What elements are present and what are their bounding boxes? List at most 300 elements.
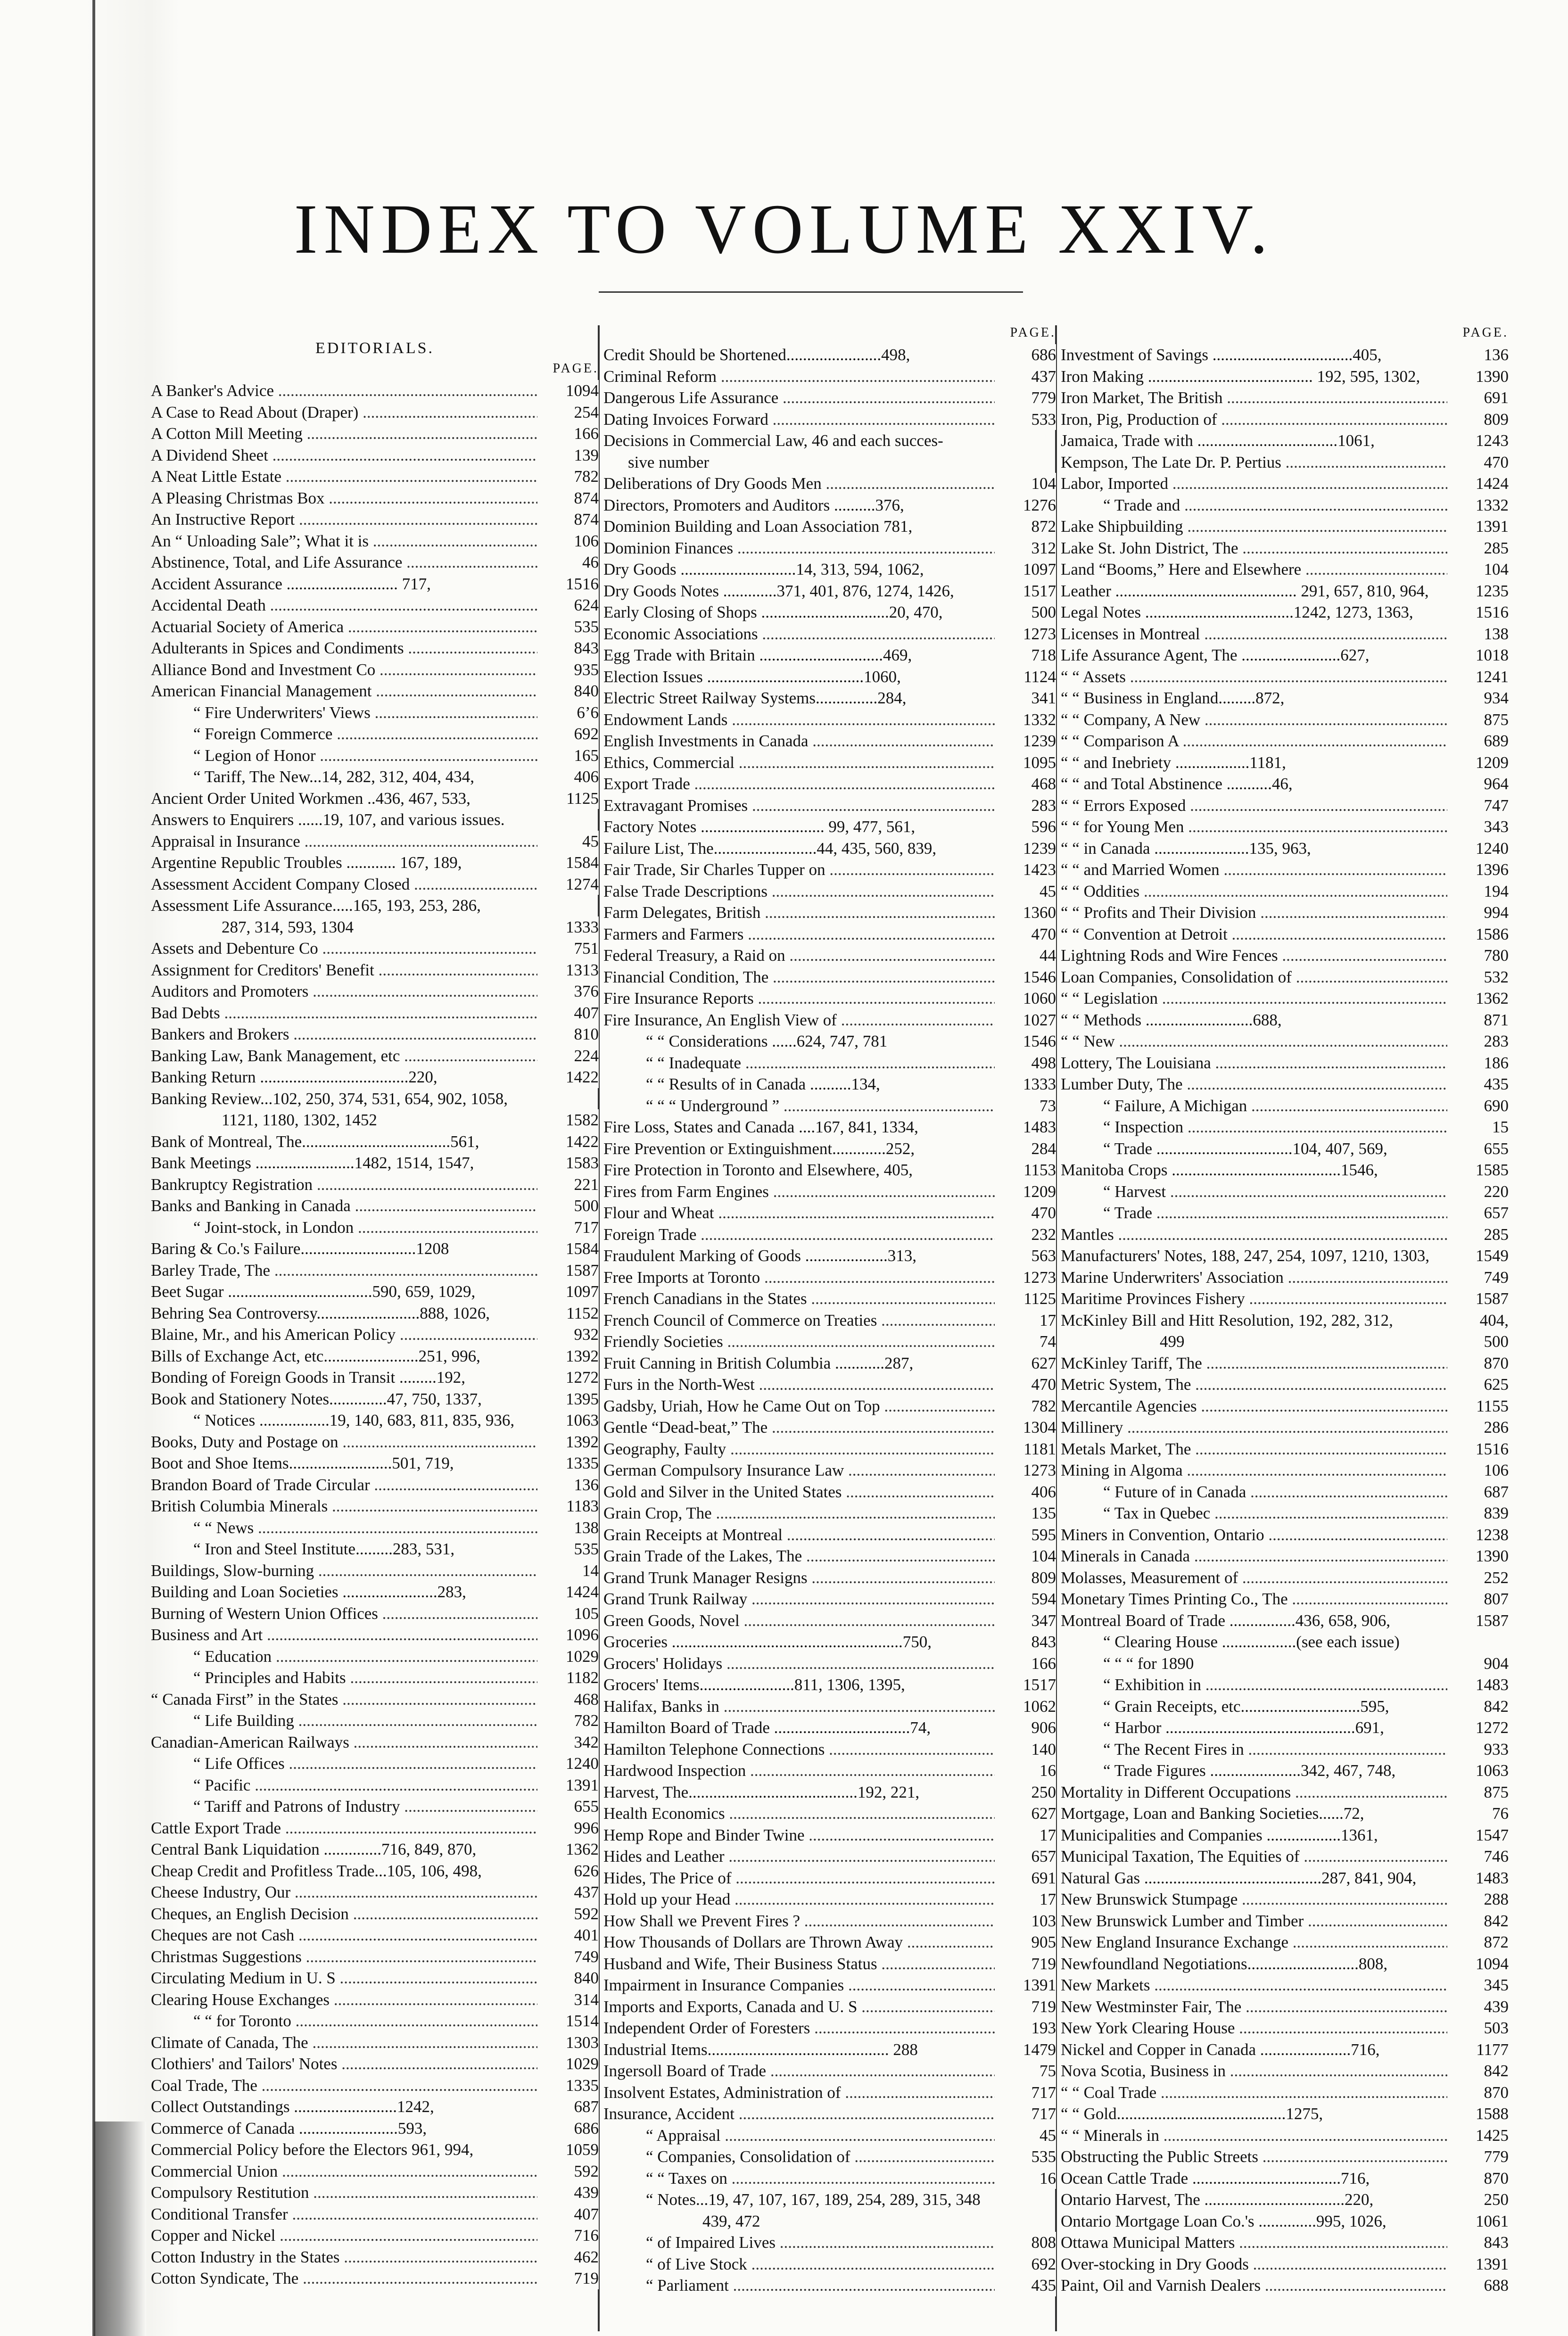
entry-page: 1241 [1452, 666, 1509, 688]
entry-page: 250 [1452, 2189, 1509, 2211]
index-entry [1061, 1610, 1509, 1632]
entry-page: 688 [1452, 2275, 1509, 2296]
index-entry [1061, 1674, 1509, 1696]
entry-title: Farmers and Farmers ..... [603, 924, 995, 945]
entry-title: Metric System, The ..... [1061, 1374, 1447, 1395]
index-entry [603, 709, 1056, 731]
entry-page: 312 [999, 537, 1056, 559]
entry-page: 532 [1452, 966, 1509, 988]
entry-page: 1483 [1452, 1674, 1509, 1696]
entry-page: 1516 [1452, 602, 1509, 623]
entry-page: 627 [999, 1353, 1056, 1374]
entry-title: “ Trade ..... [1061, 1202, 1447, 1224]
index-entry [151, 2118, 599, 2139]
index-entry [1061, 1717, 1509, 1739]
entry-title: “ Parliament ..... [603, 2275, 995, 2296]
index-entry [603, 730, 1056, 752]
entry-title: Foreign Trade ..... [603, 1224, 995, 1246]
entry-title: Municipalities and Companies ..................1361, [1061, 1825, 1378, 1844]
index-entry [603, 495, 1056, 516]
entry-page: 1425 [1452, 2125, 1509, 2146]
index-entry [1061, 537, 1509, 559]
index-entry [603, 1395, 1056, 1417]
entry-title: “ of Live Stock ..... [603, 2253, 995, 2275]
entry-title: “ Life Offices ..... [151, 1753, 537, 1775]
index-entry [151, 874, 599, 895]
entry-title: Christmas Suggestions ..... [151, 1946, 537, 1968]
entry-page: 1547 [1452, 1824, 1509, 1846]
entry-title: Compulsory Restitution ..... [151, 2182, 537, 2204]
index-entry [603, 1374, 1056, 1395]
entry-title: Early Closing of Shops ...............................20, 470, [603, 603, 943, 621]
entry-title: Cheap Credit and Profitless Trade...105, 106, 498, [151, 1861, 482, 1880]
entry-title: “ “ Gold.........................................1275, [1061, 2105, 1323, 2123]
entry-title: 1121, 1180, 1302, 1452 [222, 1111, 377, 1129]
entry-page: 254 [542, 402, 599, 423]
entry-page: 73 [999, 1095, 1056, 1117]
entry-page: 1392 [542, 1431, 599, 1453]
index-entry [151, 723, 599, 745]
entry-page: 74 [999, 1331, 1056, 1353]
entry-title: Bankers and Brokers ..... [151, 1024, 537, 1045]
index-entry [151, 766, 599, 788]
entry-page: 691 [999, 1867, 1056, 1889]
entry-title: Assignment for Creditors' Benefit ..... [151, 959, 537, 981]
index-entry [603, 2275, 1056, 2296]
entry-title: Banking Law, Bank Management, etc ..... [151, 1045, 537, 1067]
entry-page: 1333 [999, 1073, 1056, 1095]
index-entry [1061, 2232, 1509, 2253]
entry-title: “ “ Errors Exposed ..... [1061, 795, 1447, 817]
entry-page: 689 [1452, 730, 1509, 752]
index-entry [603, 516, 1056, 537]
entry-page: 595 [999, 1524, 1056, 1546]
index-entry [151, 1689, 599, 1710]
index-entry [151, 1989, 599, 2011]
entry-page: 284 [999, 1138, 1056, 1160]
index-entry [603, 2189, 1056, 2211]
index-entry [603, 1353, 1056, 1374]
index-entry [1061, 1267, 1509, 1288]
entry-page: 533 [999, 409, 1056, 430]
index-entry [603, 1031, 1056, 1052]
entry-page: 1391 [542, 1775, 599, 1796]
entry-title: “ “ Company, A New ..... [1061, 709, 1447, 731]
entry-title: Book and Stationery Notes..............47, 750, 1337, [151, 1389, 482, 1408]
entry-title: Manufacturers' Notes, 188, 247, 254, 1097, 1210, 1303, [1061, 1246, 1430, 1265]
entry-page: 404, [1452, 1310, 1509, 1331]
entry-page: 1063 [1452, 1760, 1509, 1782]
entry-title: Factory Notes .............................. 99, 477, 561, [603, 817, 916, 836]
entry-page: 470 [999, 1374, 1056, 1395]
entry-title: Kempson, The Late Dr. P. Pertius ..... [1061, 452, 1447, 473]
entry-page: 718 [999, 644, 1056, 666]
entry-page: 220 [1452, 1181, 1509, 1203]
index-entry [1061, 730, 1509, 752]
entry-title: “ Pacific ..... [151, 1775, 537, 1796]
index-entry [603, 1953, 1056, 1975]
entry-page: 165 [542, 745, 599, 767]
index-entry [151, 2268, 599, 2289]
entry-page: 193 [999, 2017, 1056, 2039]
index-entry [151, 509, 599, 530]
entry-page: 839 [1452, 1502, 1509, 1524]
index-entry [151, 1603, 599, 1625]
entry-title: “ “ News ..... [151, 1517, 537, 1539]
entry-title: Cotton Industry in the States ..... [151, 2246, 537, 2268]
entry-page: 596 [999, 816, 1056, 838]
entry-title: “ Education ..... [151, 1646, 537, 1667]
entry-title: Abstinence, Total, and Life Assurance ..... [151, 552, 537, 573]
index-entry [151, 1217, 599, 1238]
index-entry [151, 1002, 599, 1024]
index-entry [1061, 344, 1509, 366]
entry-page: 1059 [542, 2139, 599, 2161]
index-entry [603, 666, 1056, 688]
entry-page: 345 [1452, 1974, 1509, 1996]
entry-page: 870 [1452, 2082, 1509, 2104]
entry-page: 104 [999, 1545, 1056, 1567]
index-entry [151, 1410, 599, 1431]
index-entry [1061, 1932, 1509, 1953]
index-entry [151, 1732, 599, 1753]
entry-title: “ “ and Inebriety ..................1181, [1061, 753, 1286, 772]
index-entry [603, 559, 1056, 580]
entry-title: Hardwood Inspection ..... [603, 1760, 995, 1782]
entry-page: 285 [1452, 537, 1509, 559]
entry-page: 1546 [999, 966, 1056, 988]
entry-title: Green Goods, Novel ..... [603, 1610, 995, 1632]
entry-title: Banks and Banking in Canada ..... [151, 1195, 537, 1217]
index-entry [603, 988, 1056, 1009]
index-entry [151, 895, 599, 916]
entry-page: 1125 [542, 788, 599, 809]
entry-page: 1582 [542, 1109, 599, 1131]
entry-title: Halifax, Banks in ..... [603, 1696, 995, 1717]
entry-title: Mantles ..... [1061, 1224, 1447, 1246]
index-entry [1061, 2082, 1509, 2104]
entry-title: Manitoba Crops .........................................1546, [1061, 1161, 1378, 1179]
entry-title: Ocean Cattle Trade ....................................716, [1061, 2169, 1370, 2187]
entry-page: 252 [1452, 1567, 1509, 1589]
index-entry [151, 1581, 599, 1603]
index-entry [151, 530, 599, 552]
index-entry [151, 1131, 599, 1153]
index-entry [151, 959, 599, 981]
index-entry [1061, 1417, 1509, 1438]
entry-page: 751 [542, 938, 599, 959]
index-column-1 [151, 325, 599, 2289]
index-entry [1061, 1803, 1509, 1824]
entry-title: Millinery ..... [1061, 1417, 1447, 1438]
index-entry [1061, 1353, 1509, 1374]
entry-page: 1183 [542, 1495, 599, 1517]
index-entry [151, 1860, 599, 1882]
entry-page: 1060 [999, 988, 1056, 1009]
index-entry [603, 2253, 1056, 2275]
entry-page: 1362 [542, 1839, 599, 1860]
entry-title: Impairment in Insurance Companies ..... [603, 1974, 995, 1996]
index-entry [151, 1431, 599, 1453]
entry-title: A Cotton Mill Meeting ..... [151, 423, 537, 445]
entry-page: 1027 [999, 1009, 1056, 1031]
entry-title: Assets and Debenture Co ..... [151, 938, 537, 959]
entry-title: “ “ Comparison A ..... [1061, 730, 1447, 752]
entry-page: 810 [542, 1024, 599, 1045]
index-entry [1061, 709, 1509, 731]
index-entry [603, 816, 1056, 838]
entry-page: 782 [999, 1395, 1056, 1417]
entry-title: Flour and Wheat ..... [603, 1202, 995, 1224]
index-entry [1061, 1867, 1509, 1889]
index-entry [1061, 2039, 1509, 2061]
entry-title: Grand Trunk Manager Resigns ..... [603, 1567, 995, 1589]
entry-title: New Westminster Fair, The ..... [1061, 1996, 1447, 2018]
entry-title: Conditional Transfer ..... [151, 2204, 537, 2225]
entry-title: New England Insurance Exchange ..... [1061, 1932, 1447, 1953]
index-entry [603, 966, 1056, 988]
index-entry [1061, 859, 1509, 881]
entry-page: 843 [999, 1631, 1056, 1653]
index-entry [603, 1631, 1056, 1653]
entry-title: Hides and Leather ..... [603, 1846, 995, 1867]
entry-title: Licenses in Montreal ..... [1061, 623, 1447, 645]
entry-page: 874 [542, 509, 599, 530]
entry-page: 1095 [999, 752, 1056, 774]
entry-page: 105 [542, 1603, 599, 1625]
index-entry [603, 366, 1056, 388]
entry-page: 1235 [1452, 580, 1509, 602]
entry-title: Boot and Shoe Items.........................501, 719, [151, 1454, 454, 1472]
entry-title: Grand Trunk Railway ..... [603, 1588, 995, 1610]
entry-page: 780 [1452, 945, 1509, 966]
index-entry [603, 1717, 1056, 1739]
entry-page: 503 [1452, 2017, 1509, 2039]
index-entry [1061, 1653, 1509, 1675]
entry-title: French Council of Commerce on Treaties ..... [603, 1310, 995, 1331]
entry-page: 1517 [999, 1674, 1056, 1696]
entry-title: Beet Sugar ...................................590, 659, 1029, [151, 1282, 476, 1301]
entry-page: 1391 [1452, 2253, 1509, 2275]
entry-title: “ Future of in Canada ..... [1061, 1481, 1447, 1503]
index-entry [1061, 580, 1509, 602]
entry-title: “ Tariff and Patrons of Industry ..... [151, 1796, 537, 1817]
index-entry [1061, 1760, 1509, 1782]
index-entry [603, 387, 1056, 409]
index-entry [1061, 1224, 1509, 1246]
entry-page: 166 [542, 423, 599, 445]
entry-page: 843 [1452, 2232, 1509, 2253]
entry-title: “ Harvest ..... [1061, 1181, 1447, 1203]
entry-page: 470 [999, 924, 1056, 945]
entry-page: 1587 [1452, 1288, 1509, 1310]
index-entry [603, 1867, 1056, 1889]
entry-page: 16 [999, 2168, 1056, 2189]
entry-title: Appraisal in Insurance ..... [151, 831, 537, 852]
entry-page: 1584 [542, 1238, 599, 1260]
entry-page: 437 [542, 1882, 599, 1903]
index-entry [603, 1438, 1056, 1460]
entry-title: A Neat Little Estate ..... [151, 466, 537, 487]
index-entry [603, 1502, 1056, 1524]
index-entry [1061, 752, 1509, 774]
index-entry [603, 1460, 1056, 1481]
index-entry [151, 2139, 599, 2161]
index-entry [151, 573, 599, 595]
entry-page: 875 [1452, 1782, 1509, 1803]
entry-title: English Investments in Canada ..... [603, 730, 995, 752]
entry-page: 716 [542, 2225, 599, 2246]
entry-title: “ “ “ for 1890 [1103, 1654, 1194, 1673]
index-entry [151, 659, 599, 681]
entry-page: 1243 [1452, 430, 1509, 452]
entry-title: “ “ Considerations ......624, 747, 781 [646, 1032, 888, 1050]
entry-page: 1335 [542, 2075, 599, 2097]
entry-title: Hamilton Board of Trade .................................74, [603, 1718, 931, 1737]
entry-page: 747 [1452, 795, 1509, 817]
entry-title: McKinley Bill and Hitt Resolution, 192, 282, 312, [1061, 1311, 1393, 1329]
index-entry [151, 1946, 599, 1968]
entry-title: Imports and Exports, Canada and U. S ..... [603, 1996, 995, 2018]
entry-title: “ Canada First” in the States ..... [151, 1689, 537, 1710]
entry-page: 1273 [999, 1267, 1056, 1288]
entry-page: 1395 [542, 1388, 599, 1410]
entry-title: An Instructive Report ..... [151, 509, 537, 530]
entry-title: Hemp Rope and Binder Twine ..... [603, 1824, 995, 1846]
title-rule [599, 291, 1023, 293]
entry-page: 1273 [999, 1460, 1056, 1481]
entry-page: 166 [999, 1653, 1056, 1675]
index-entry [1061, 1889, 1509, 1910]
entry-title: Land “Booms,” Here and Elsewhere ..... [1061, 559, 1447, 580]
entry-page: 342 [542, 1732, 599, 1753]
entry-title: Behring Sea Controversy.........................888, 1026, [151, 1304, 490, 1322]
entry-page: 470 [1452, 452, 1509, 473]
entry-title: “ The Recent Fires in ..... [1061, 1739, 1447, 1760]
entry-title: Fire Protection in Toronto and Elsewhere, 405, [603, 1161, 913, 1179]
entry-title: Directors, Promoters and Auditors ..........376, [603, 495, 904, 514]
index-entry [1061, 559, 1509, 580]
index-entry [151, 788, 599, 809]
entry-page: 1274 [542, 874, 599, 895]
entry-title: Loan Companies, Consolidation of ..... [1061, 966, 1447, 988]
entry-page: 1483 [1452, 1867, 1509, 1889]
index-entry [151, 2182, 599, 2204]
index-entry [151, 616, 599, 638]
entry-title: Mortgage, Loan and Banking Societies......72, [1061, 1804, 1364, 1823]
entry-page: 139 [542, 445, 599, 466]
entry-page: 809 [999, 1567, 1056, 1589]
entry-page: 17 [999, 1889, 1056, 1910]
entry-title: False Trade Descriptions ..... [603, 881, 995, 902]
entry-title: Alliance Bond and Investment Co ..... [151, 659, 537, 681]
index-entry [151, 1517, 599, 1539]
index-entry [603, 1417, 1056, 1438]
entry-title: Ancient Order United Workmen ..436, 467, 533, [151, 789, 470, 808]
entry-title: Commercial Union ..... [151, 2161, 537, 2182]
entry-title: “ Inspection ..... [1061, 1116, 1447, 1138]
entry-title: How Shall we Prevent Fires ? ..... [603, 1910, 995, 1932]
entry-title: Iron, Pig, Production of ..... [1061, 409, 1447, 430]
index-entry [1061, 902, 1509, 924]
index-entry [603, 1267, 1056, 1288]
entry-title: Gentle “Dead-beat,” The ..... [603, 1417, 995, 1438]
index-entry [151, 1967, 599, 1989]
entry-title: “ “ for Toronto ..... [151, 2010, 537, 2032]
entry-title: Free Imports at Toronto ..... [603, 1267, 995, 1288]
index-entry [603, 773, 1056, 795]
entry-title: New Brunswick Lumber and Timber ..... [1061, 1910, 1447, 1932]
entry-page: 535 [542, 616, 599, 638]
entry-title: Dominion Building and Loan Association 781, [603, 517, 913, 536]
entry-title: Bank of Montreal, The....................................561, [151, 1132, 479, 1151]
entry-page: 1391 [1452, 516, 1509, 537]
entry-page: 996 [542, 1817, 599, 1839]
index-entry [603, 1974, 1056, 1996]
entry-title: “ Joint-stock, in London ..... [151, 1217, 537, 1238]
entry-page: 627 [999, 1803, 1056, 1824]
entry-title: Bad Debts ..... [151, 1002, 537, 1024]
entry-page: 1152 [542, 1303, 599, 1324]
entry-page: 871 [1452, 1009, 1509, 1031]
index-entry [151, 1281, 599, 1303]
entry-page: 138 [1452, 623, 1509, 645]
entry-page: 935 [542, 659, 599, 681]
index-entry [1061, 1288, 1509, 1310]
entry-title: Health Economics ..... [603, 1803, 995, 1824]
index-entry [603, 859, 1056, 881]
entry-title: Dry Goods Notes .............371, 401, 876, 1274, 1426, [603, 581, 954, 600]
index-entry [603, 2039, 1056, 2061]
index-entry [603, 1674, 1056, 1696]
entry-page: 407 [542, 1002, 599, 1024]
entry-title: Mortality in Different Occupations ..... [1061, 1782, 1447, 1803]
entry-title: Building and Loan Societies .......................283, [151, 1583, 466, 1601]
entry-page: 779 [999, 387, 1056, 409]
index-entry [1061, 602, 1509, 623]
entry-page: 872 [1452, 1932, 1509, 1953]
entry-page: 283 [1452, 1031, 1509, 1052]
entry-title: Fires from Farm Engines ..... [603, 1181, 995, 1203]
entry-page: 1483 [999, 1116, 1056, 1138]
entry-title: A Banker's Advice ..... [151, 380, 537, 402]
index-entry [1061, 2275, 1509, 2296]
entry-page: 875 [1452, 709, 1509, 731]
entry-title: Blaine, Mr., and his American Policy ..... [151, 1324, 537, 1345]
entry-page: 1238 [1452, 1524, 1509, 1546]
index-entry [1061, 666, 1509, 688]
index-entry [1061, 1438, 1509, 1460]
entry-page: 904 [1452, 1653, 1509, 1675]
entry-title: American Financial Management ..... [151, 680, 537, 702]
index-entry [151, 745, 599, 767]
index-entry [151, 1903, 599, 1925]
entry-title: Maritime Provinces Fishery ..... [1061, 1288, 1447, 1310]
entry-title: Banking Return ....................................220, [151, 1068, 437, 1086]
entry-title: Lake St. John District, The ..... [1061, 537, 1447, 559]
entry-page: 106 [1452, 1460, 1509, 1481]
entry-title: “ “ New ..... [1061, 1031, 1447, 1052]
index-entry [1061, 1588, 1509, 1610]
entry-page: 1240 [542, 1753, 599, 1775]
entry-page: 808 [999, 2232, 1056, 2253]
index-entry [603, 1073, 1056, 1095]
index-entry [603, 1095, 1056, 1117]
index-entry [1061, 1138, 1509, 1160]
index-entry [1061, 1181, 1509, 1203]
entry-title: “ Exhibition in ..... [1061, 1674, 1447, 1696]
entry-title: Furs in the North-West ..... [603, 1374, 995, 1395]
